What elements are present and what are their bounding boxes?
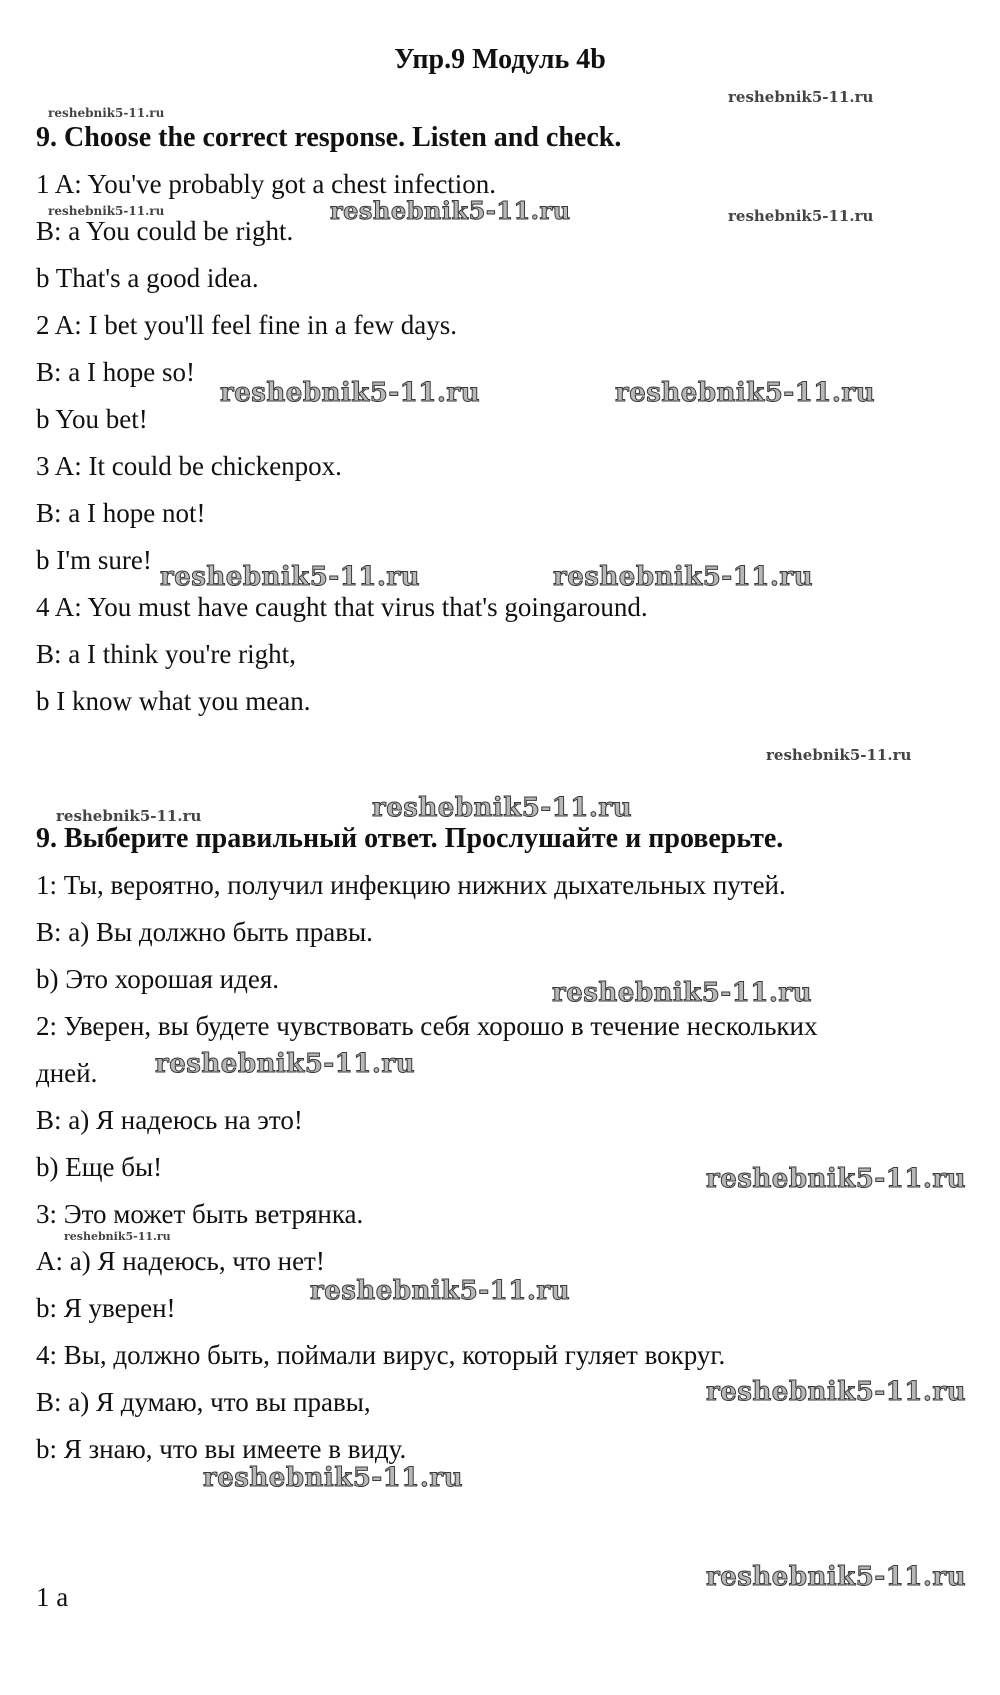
dialogue-line: b I know what you mean. bbox=[36, 686, 311, 716]
dialogue-line: 1 A: You've probably got a chest infection. bbox=[36, 169, 497, 199]
dialogue-line: b I'm sure! bbox=[36, 545, 152, 575]
watermark: reshebnik5-11.ru bbox=[330, 196, 571, 225]
watermark: reshebnik5-11.ru bbox=[56, 807, 202, 825]
dialogue-line: 3 A: It could be chickenpox. bbox=[36, 451, 342, 481]
watermark: reshebnik5-11.ru bbox=[220, 378, 481, 408]
translation-line: b) Это хорошая идея. bbox=[36, 964, 280, 994]
answer-key: 1 a bbox=[36, 1582, 69, 1612]
dialogue-line: b That's a good idea. bbox=[36, 263, 259, 293]
dialogue-line: B: a You could be right. bbox=[36, 216, 294, 246]
watermark: reshebnik5-11.ru bbox=[706, 1164, 967, 1194]
watermark: reshebnik5-11.ru bbox=[552, 978, 813, 1008]
watermark: reshebnik5-11.ru bbox=[48, 106, 165, 120]
dialogue-line: B: a I hope so! bbox=[36, 357, 195, 387]
translation-line: 3: Это может быть ветрянка. bbox=[36, 1199, 364, 1229]
dialogue-line: b You bet! bbox=[36, 404, 148, 434]
watermark: reshebnik5-11.ru bbox=[372, 793, 633, 823]
translation-line: B: a) Я надеюсь на это! bbox=[36, 1105, 303, 1135]
watermark: reshebnik5-11.ru bbox=[728, 88, 874, 106]
translation-line: 4: Вы, должно быть, поймали вирус, который гуляет вокруг. bbox=[36, 1340, 726, 1370]
translation-line: 1: Ты, вероятно, получил инфекцию нижних дыхательных путей. bbox=[36, 870, 786, 900]
watermark: reshebnik5-11.ru bbox=[64, 1230, 171, 1243]
watermark: reshebnik5-11.ru bbox=[706, 1562, 967, 1592]
dialogue-line: B: a I think you're right, bbox=[36, 639, 296, 669]
watermark: reshebnik5-11.ru bbox=[203, 1463, 464, 1493]
watermark: reshebnik5-11.ru bbox=[706, 1377, 967, 1407]
watermark: reshebnik5-11.ru bbox=[615, 378, 876, 408]
watermark: reshebnik5-11.ru bbox=[553, 562, 814, 592]
watermark: reshebnik5-11.ru bbox=[160, 562, 421, 592]
translation-line: дней. bbox=[36, 1058, 98, 1088]
dialogue-line: 4 A: You must have caught that virus that's goingaround. bbox=[36, 592, 648, 622]
translation-line: A: a) Я надеюсь, что нет! bbox=[36, 1246, 325, 1276]
watermark: reshebnik5-11.ru bbox=[310, 1276, 571, 1306]
translation-line: b: Я уверен! bbox=[36, 1293, 176, 1323]
translation-line: 2: Уверен, вы будете чувствовать себя хорошо в течение нескольких bbox=[36, 1011, 818, 1041]
dialogue-line: 2 A: I bet you'll feel fine in a few days. bbox=[36, 310, 457, 340]
translation-line: B: a) Вы должно быть правы. bbox=[36, 917, 373, 947]
translation-line: B: a) Я думаю, что вы правы, bbox=[36, 1387, 371, 1417]
exercise-heading-ru: 9. Выберите правильный ответ. Прослушайте и проверьте. bbox=[36, 823, 784, 854]
watermark: reshebnik5-11.ru bbox=[48, 204, 165, 218]
watermark: reshebnik5-11.ru bbox=[155, 1049, 416, 1079]
translation-line: b) Еще бы! bbox=[36, 1152, 163, 1182]
dialogue-line: B: a I hope not! bbox=[36, 498, 206, 528]
translation-line: b: Я знаю, что вы имеете в виду. bbox=[36, 1434, 407, 1464]
exercise-heading-en: 9. Choose the correct response. Listen and check. bbox=[36, 122, 622, 153]
watermark: reshebnik5-11.ru bbox=[728, 207, 874, 225]
page-title: Упр.9 Модуль 4b bbox=[394, 44, 606, 75]
watermark: reshebnik5-11.ru bbox=[766, 746, 912, 764]
